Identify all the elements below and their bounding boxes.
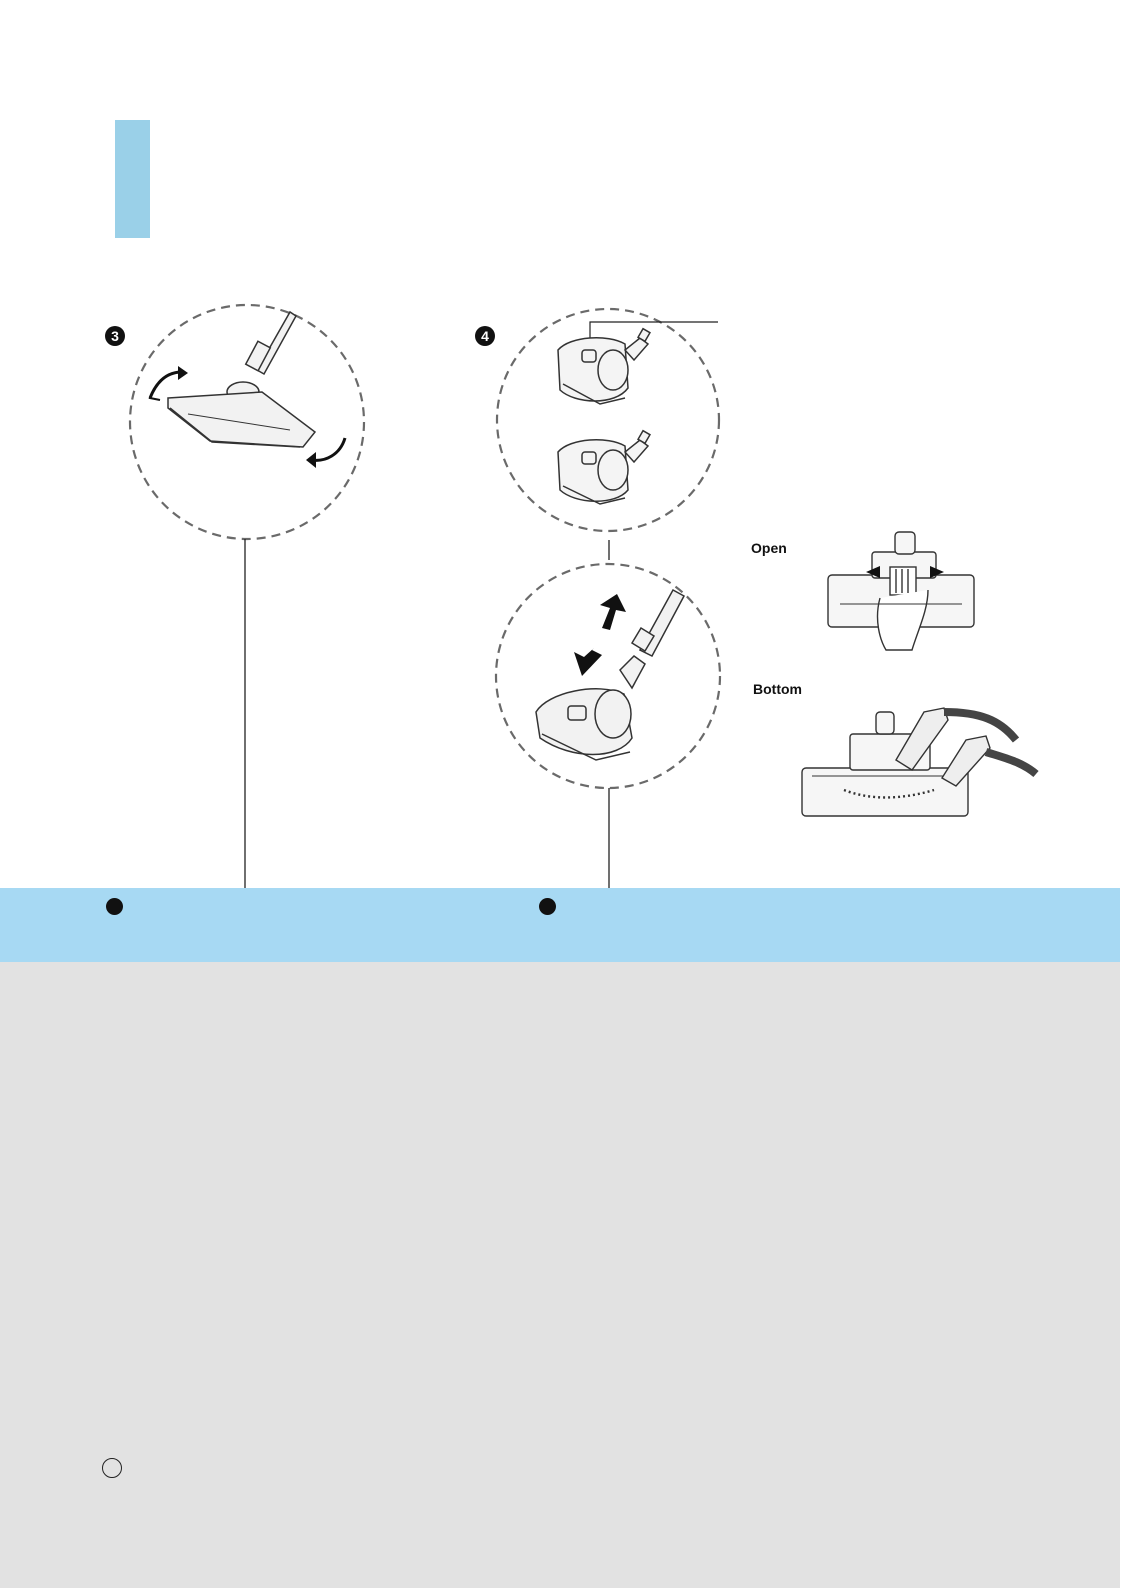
bullet-icon-left [106, 898, 123, 915]
detail-circle-attach [496, 564, 720, 788]
turbo-head-lower [558, 431, 650, 504]
floor-nozzle-illustration [150, 312, 345, 468]
page-number-circle-icon [102, 1458, 122, 1478]
bullet-icon-right [539, 898, 556, 915]
bottom-label: Bottom [753, 681, 802, 697]
step-4-number: 4 [481, 328, 489, 344]
step-3-marker [105, 326, 125, 346]
arrow-up-icon [600, 594, 626, 630]
step-4-marker [475, 326, 495, 346]
arrow-down-icon [574, 648, 602, 676]
open-cover-illustration [828, 532, 974, 650]
open-label: Open [751, 540, 787, 556]
bottom-brush-illustration [802, 708, 1036, 816]
step-3-number: 3 [111, 328, 119, 344]
attach-illustration [536, 590, 684, 760]
turbo-head-upper [558, 329, 650, 404]
